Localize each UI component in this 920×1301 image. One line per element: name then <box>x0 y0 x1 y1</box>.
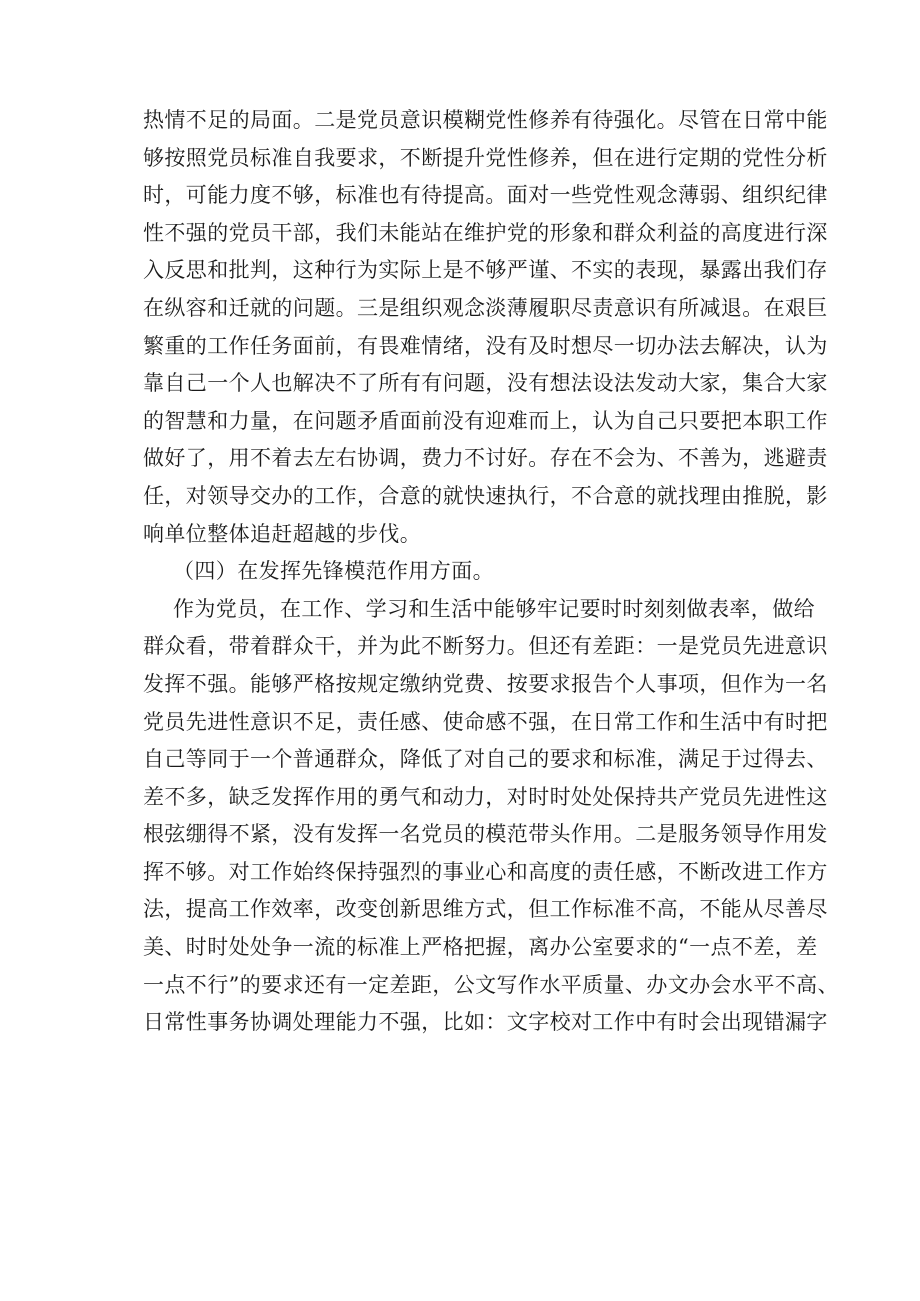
paragraph-line: 一点不行”的要求还有一定差距，公文写作水平质量、办文办会水平不高、 <box>143 972 839 997</box>
paragraph-line: 在纵容和迁就的问题。三是组织观念淡薄履职尽责意识有所减退。在艰巨 <box>143 295 828 320</box>
paragraph-line: 够按照党员标准自我要求，不断提升党性修养，但在进行定期的党性分析 <box>143 145 828 170</box>
paragraph-2 <box>143 591 839 1042</box>
paragraph-line: 发挥不强。能够严格按规定缴纳党费、按要求报告个人事项，但作为一名 <box>143 671 828 696</box>
paragraph-line: 做好了，用不着去左右协调，费力不讨好。存在不会为、不善为，逃避责 <box>143 446 828 471</box>
paragraph-line: 群众看，带着群众干，并为此不断努力。但还有差距：一是党员先进意识 <box>143 634 828 659</box>
paragraph-line: 热情不足的局面。二是党员意识模糊党性修养有待强化。尽管在日常中能 <box>143 108 828 132</box>
document-body <box>143 102 839 1042</box>
paragraph-line: 入反思和批判，这种行为实际上是不够严谨、不实的表现，暴露出我们存 <box>143 258 828 283</box>
section-heading: （四）在发挥先锋模范作用方面。 <box>173 559 494 584</box>
paragraph-1 <box>143 102 828 553</box>
paragraph-line: 繁重的工作任务面前，有畏难情绪，没有及时想尽一切办法去解决，认为 <box>143 333 828 358</box>
paragraph-line: 差不多，缺乏发挥作用的勇气和动力，对时时处处保持共产党员先进性这 <box>143 784 828 809</box>
paragraph-line: 美、时时处处争一流的标准上严格把握，离办公室要求的“一点不差，差 <box>143 935 818 960</box>
paragraph-line: 法，提高工作效率，改变创新思维方式，但工作标准不高，不能从尽善尽 <box>143 897 828 922</box>
paragraph-line: 根弦绷得不紧，没有发挥一名党员的模范带头作用。二是服务领导作用发 <box>143 822 828 847</box>
paragraph-line: 挥不够。对工作始终保持强烈的事业心和高度的责任感，不断改进工作方 <box>143 859 828 884</box>
paragraph-line: 自己等同于一个普通群众，降低了对自己的要求和标准，满足于过得去、 <box>143 747 828 772</box>
paragraph-line: 时，可能力度不够，标准也有待提高。面对一些党性观念薄弱、组织纪律 <box>143 183 828 208</box>
paragraph-line: 任，对领导交办的工作，合意的就快速执行，不合意的就找理由推脱，影 <box>143 483 828 508</box>
paragraph-line: 响单位整体追赶超越的步伐。 <box>143 521 422 546</box>
paragraph-line: 的智慧和力量，在问题矛盾面前没有迎难而上，认为自己只要把本职工作 <box>143 408 828 433</box>
paragraph-line: 党员先进性意识不足，责任感、使命感不强，在日常工作和生活中有时把 <box>143 709 828 734</box>
paragraph-line: 日常性事务协调处理能力不强，比如：文字校对工作中有时会出现错漏字 <box>143 1010 828 1035</box>
paragraph-line: 靠自己一个人也解决不了所有有问题，没有想法设法发动大家，集合大家 <box>143 371 828 396</box>
paragraph-line: 性不强的党员干部，我们未能站在维护党的形象和群众利益的高度进行深 <box>143 220 828 245</box>
paragraph-line: 作为党员，在工作、学习和生活中能够牢记要时时刻刻做表率，做给 <box>173 596 815 621</box>
